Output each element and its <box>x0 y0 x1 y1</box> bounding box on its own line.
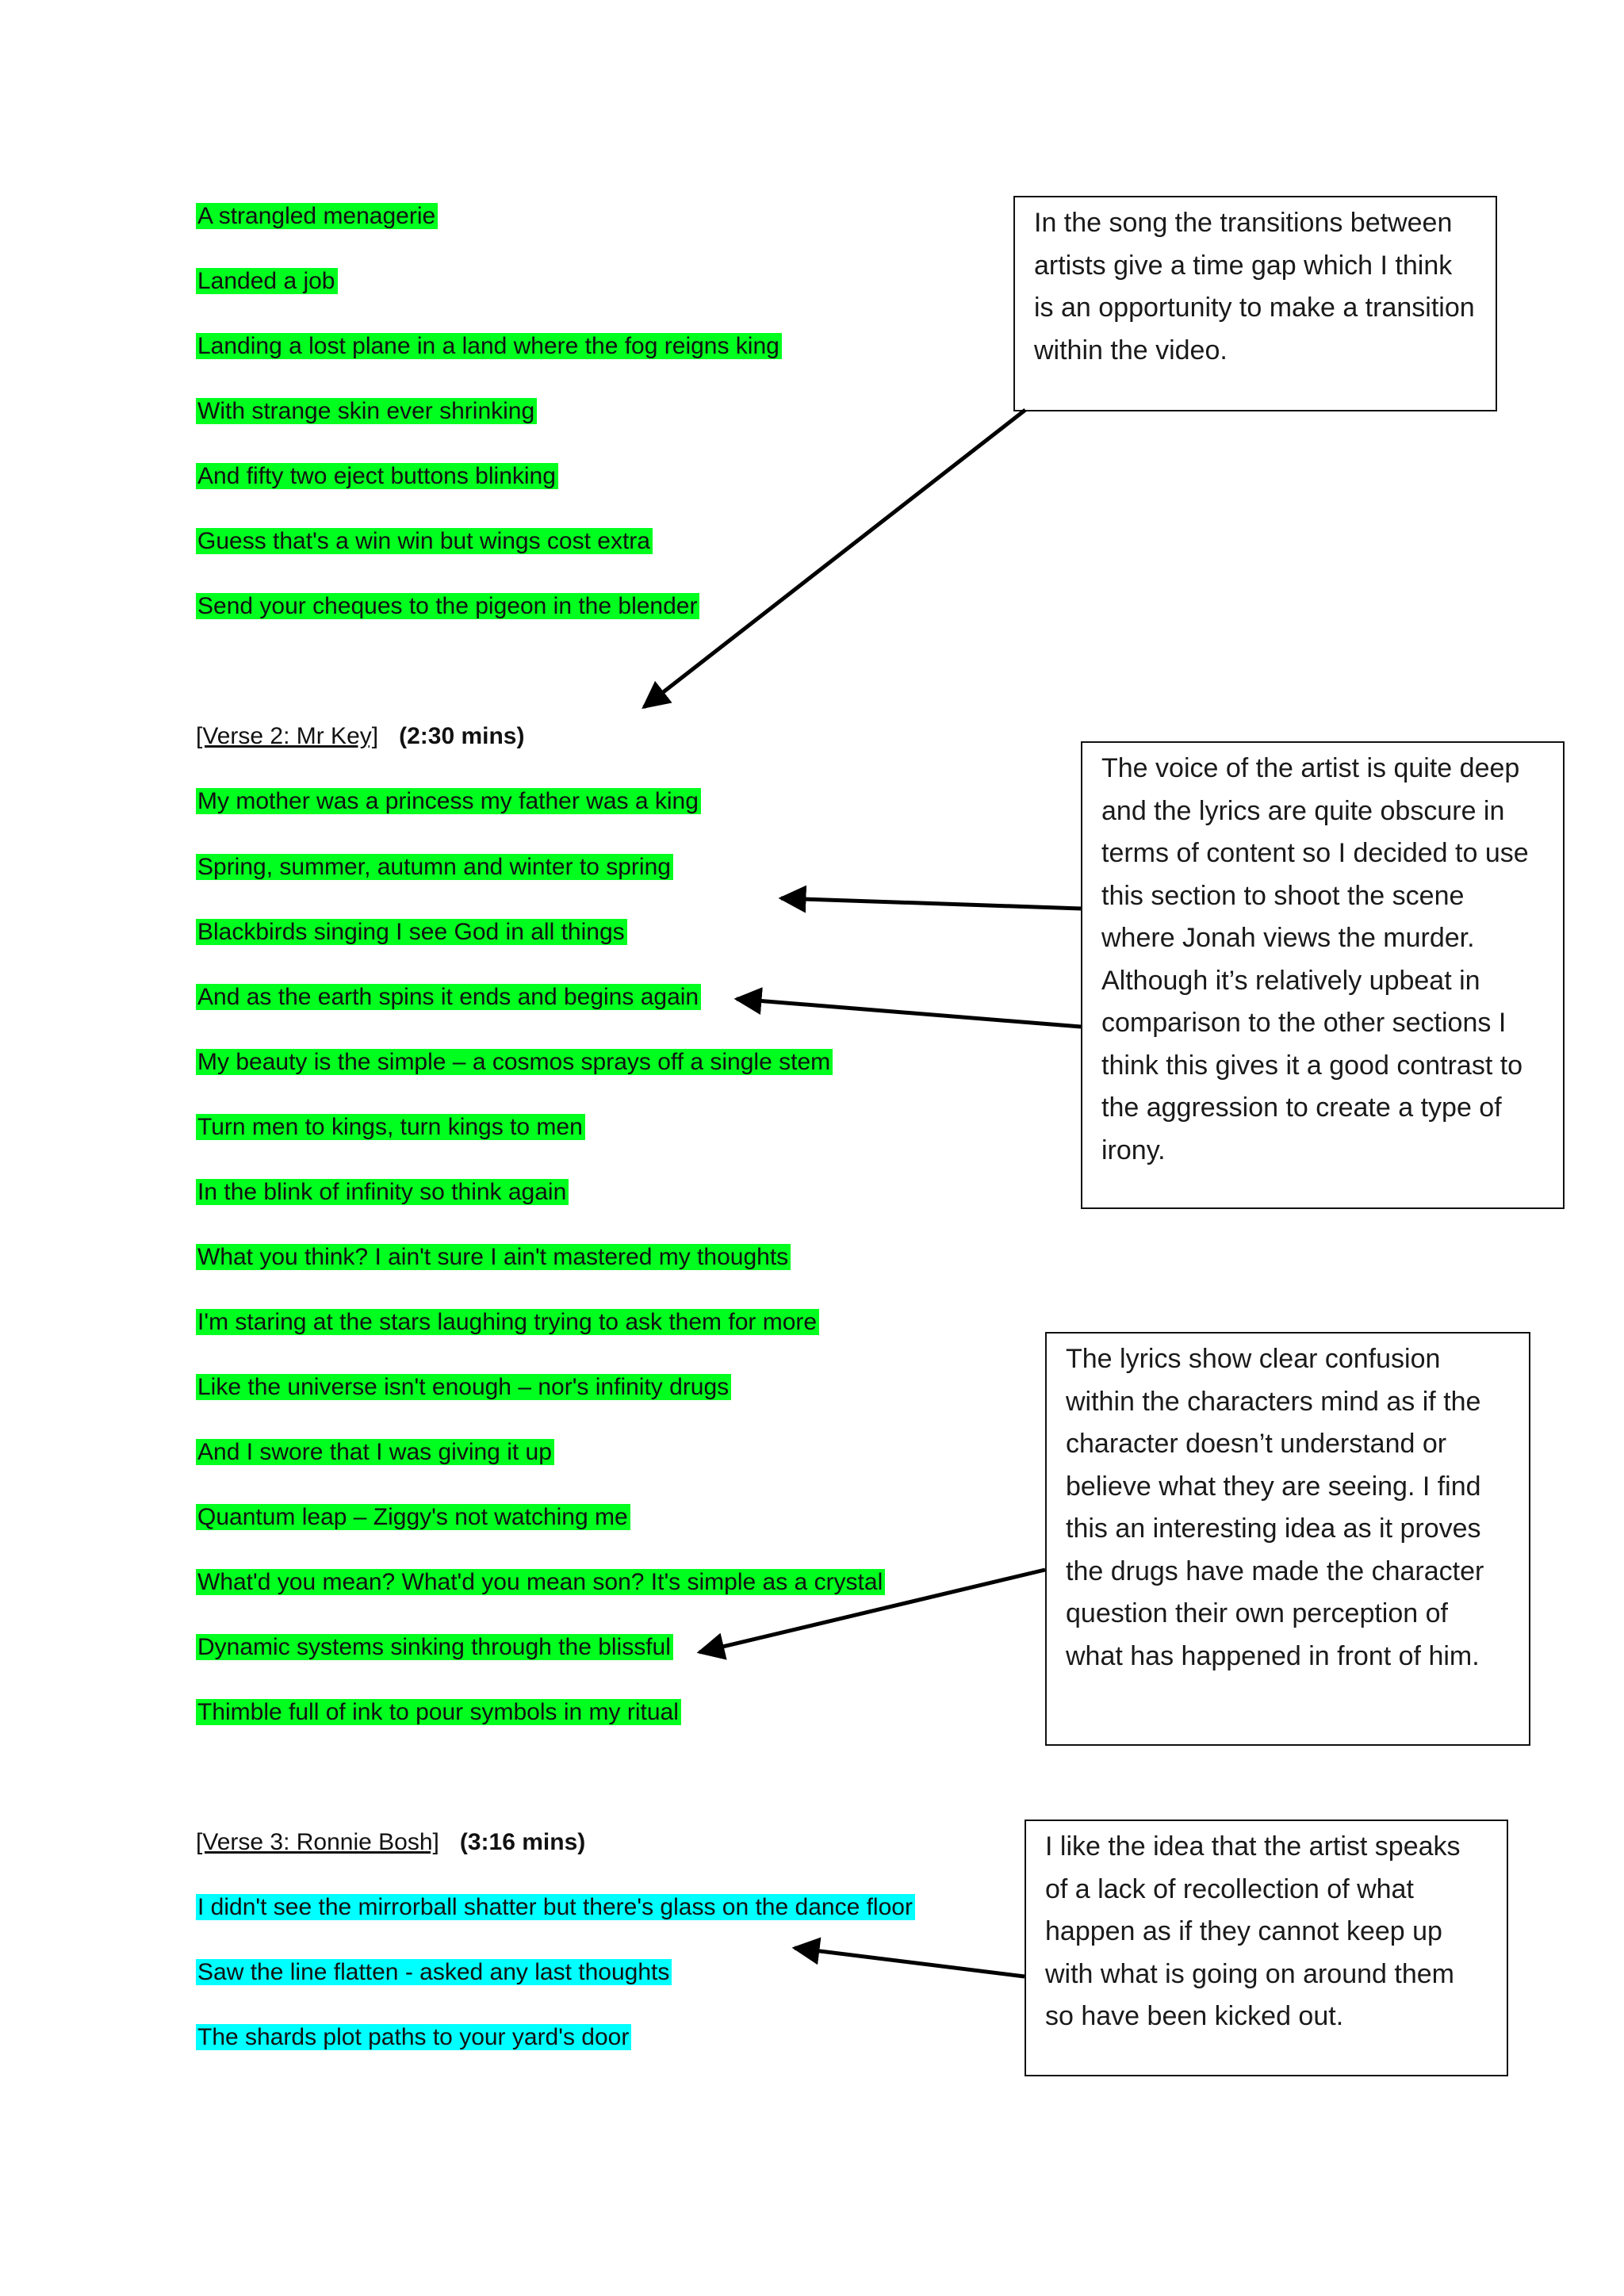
lyric-line: Guess that's a win win but wings cost extra <box>196 525 653 558</box>
arrow-voice-2 <box>737 999 1081 1027</box>
lyric-line: Saw the line flatten - asked any last thoughts <box>196 1956 672 1989</box>
lyric-line: And I swore that I was giving it up <box>196 1436 554 1469</box>
lyric-line: Landing a lost plane in a land where the fog reigns king <box>196 330 782 363</box>
lyric-line: Dynamic systems sinking through the blissful <box>196 1631 673 1664</box>
lyric-line: Blackbirds singing I see God in all things <box>196 916 627 949</box>
lyric-line: My mother was a princess my father was a king <box>196 785 701 818</box>
note-recollection: I like the idea that the artist speaks of a lack of recollection of what happen as if they cannot keep up with what is going on around them so have been kicked out. <box>1025 1820 1508 2076</box>
note-transitions: In the song the transitions between artists give a time gap which I think is an opportunity to make a transition within the video. <box>1013 196 1497 411</box>
lyric-line: The shards plot paths to your yard's door <box>196 2021 631 2054</box>
lyric-line: My beauty is the simple – a cosmos sprays off a single stem <box>196 1046 833 1079</box>
lyric-line: Spring, summer, autumn and winter to spring <box>196 851 673 884</box>
lyric-line: And as the earth spins it ends and begins again <box>196 981 701 1014</box>
lyric-line: What'd you mean? What'd you mean son? It's simple as a crystal <box>196 1566 885 1599</box>
lyric-line: Quantum leap – Ziggy's not watching me <box>196 1501 630 1534</box>
verse-3-time: (3:16 mins) <box>459 1829 586 1855</box>
lyric-line: Landed a job <box>196 265 338 298</box>
lyric-line: And fifty two eject buttons blinking <box>196 460 558 493</box>
note-voice: The voice of the artist is quite deep and the lyrics are quite obscure in terms of content so I decided to use this section to shoot the scene where Jonah views the murder. Although it’s relatively upbeat in comparison to the other sections I think this gives it a good contrast to the aggression to create a type of irony. <box>1081 741 1565 1209</box>
arrow-transitions <box>644 410 1025 707</box>
lyric-line: With strange skin ever shrinking <box>196 395 537 428</box>
lyric-line: Like the universe isn't enough – nor's infinity drugs <box>196 1371 731 1404</box>
verse-2-label: [Verse 2: Mr Key] <box>196 723 379 749</box>
lyric-line: Turn men to kings, turn kings to men <box>196 1111 585 1144</box>
lyric-line: I didn't see the mirrorball shatter but there's glass on the dance floor <box>196 1891 915 1924</box>
arrow-recollection <box>795 1948 1025 1976</box>
arrow-voice-1 <box>781 898 1081 909</box>
lyric-line: In the blink of infinity so think again <box>196 1176 569 1209</box>
lyric-line: What you think? I ain't sure I ain't mastered my thoughts <box>196 1241 791 1274</box>
lyric-line: Thimble full of ink to pour symbols in my ritual <box>196 1696 681 1729</box>
note-confusion: The lyrics show clear confusion within the characters mind as if the character doesn’t understand or believe what they are seeing. I find this an interesting idea as it proves the drugs have made the character question their own perception of what has happened in front of him. <box>1045 1332 1530 1746</box>
arrow-confusion <box>699 1570 1045 1652</box>
lyric-line: I'm staring at the stars laughing trying to ask them for more <box>196 1306 819 1339</box>
lyric-line: Send your cheques to the pigeon in the blender <box>196 590 699 623</box>
verse-3-label: [Verse 3: Ronnie Bosh] <box>196 1829 439 1855</box>
verse-2-time: (2:30 mins) <box>399 723 525 749</box>
lyric-line: A strangled menagerie <box>196 200 438 233</box>
